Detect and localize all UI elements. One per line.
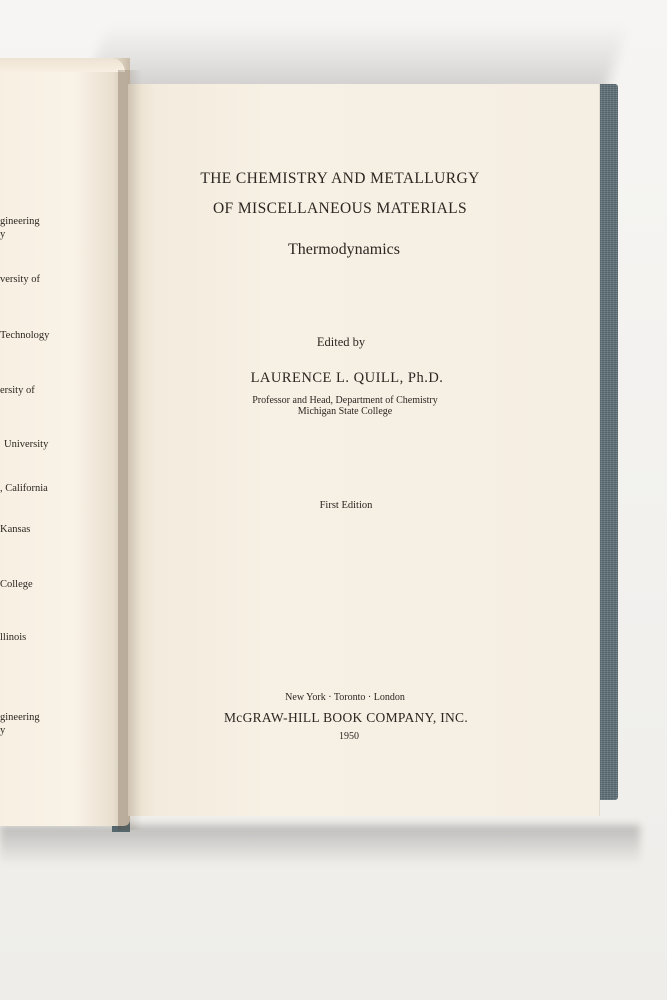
left-page (0, 58, 130, 826)
left-page-fragment: gineering (0, 712, 40, 723)
editor-name: LAURENCE L. QUILL, Ph.D. (250, 370, 444, 386)
book-shadow-bottom (0, 825, 640, 865)
left-page-fragment: College (0, 579, 33, 590)
book-title-line1: THE CHEMISTRY AND METALLURGY (200, 170, 480, 187)
left-page-fragment: ersity of (0, 385, 35, 396)
title-page (128, 84, 600, 816)
publisher-name: McGRAW-HILL BOOK COMPANY, INC. (223, 710, 469, 725)
publisher-cities: New York · Toronto · London (285, 692, 405, 703)
left-page-fragment: versity of (0, 274, 40, 285)
left-page-fragment: , California (0, 483, 48, 494)
left-page-fragment: gineering (0, 216, 40, 227)
left-page-fragment: University (4, 439, 49, 450)
book-title-line2: OF MISCELLANEOUS MATERIALS (212, 200, 468, 217)
editor-affiliation-line2: Michigan State College (297, 406, 393, 417)
left-page-fragment: llinois (0, 632, 27, 643)
left-page-fragment: y (0, 725, 6, 736)
edited-by-label: Edited by (316, 335, 366, 349)
left-page-fragment: y (0, 229, 6, 240)
cloth-cover-edge (598, 84, 618, 800)
left-page-fragment: Kansas (0, 524, 31, 535)
edition-label: First Edition (319, 500, 373, 511)
left-page-fragment: Technology (0, 330, 50, 341)
left-page-curl (0, 58, 125, 72)
book-gutter (118, 70, 142, 830)
editor-affiliation-line1: Professor and Head, Department of Chemistry (252, 395, 438, 406)
book-subtitle: Thermodynamics (288, 241, 400, 258)
publication-year: 1950 (339, 731, 359, 742)
